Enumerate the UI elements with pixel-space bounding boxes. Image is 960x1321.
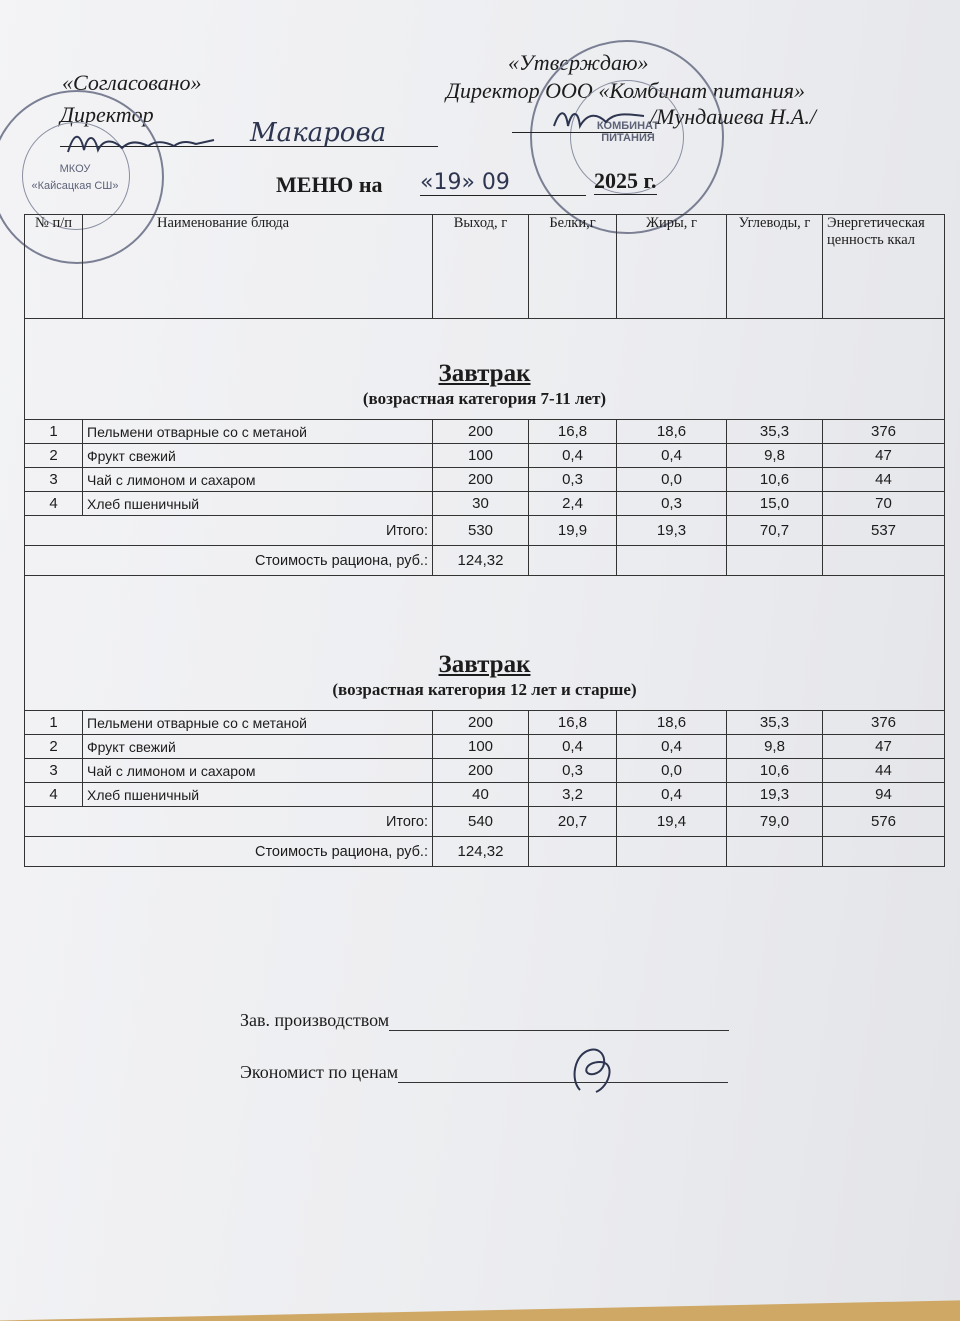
fat-value: 0,0 xyxy=(617,468,727,492)
row-number: 3 xyxy=(25,759,83,783)
carbs-value: 10,6 xyxy=(727,468,823,492)
dish-name: Чай с лимоном и сахаром xyxy=(83,759,433,783)
total-fat: 19,3 xyxy=(617,516,727,546)
col-header-energy: Энергетическая ценность ккал xyxy=(823,215,945,319)
row-number: 3 xyxy=(25,468,83,492)
col-header-dish: Наименование блюда xyxy=(83,215,433,319)
menu-title: МЕНЮ на xyxy=(276,172,383,197)
table-row xyxy=(25,759,945,783)
row-number: 4 xyxy=(25,492,83,516)
cost-value: 124,32 xyxy=(433,837,529,867)
empty-cell xyxy=(823,546,945,576)
empty-cell xyxy=(727,837,823,867)
col-header-carbs: Углеводы, г xyxy=(727,215,823,319)
table-row xyxy=(25,783,945,807)
total-energy: 576 xyxy=(823,807,945,837)
fat-value: 0,3 xyxy=(617,492,727,516)
protein-value: 3,2 xyxy=(529,783,617,807)
empty-cell xyxy=(727,546,823,576)
table-row xyxy=(25,468,945,492)
total-output: 530 xyxy=(433,516,529,546)
fat-value: 0,4 xyxy=(617,735,727,759)
energy-value: 94 xyxy=(823,783,945,807)
empty-cell xyxy=(617,837,727,867)
right-stamp-text: КОМБИНАТ ПИТАНИЯ xyxy=(596,120,660,144)
col-header-fat: Жиры, г xyxy=(617,215,727,319)
energy-value: 44 xyxy=(823,759,945,783)
section-header-cell xyxy=(25,319,945,420)
empty-cell xyxy=(529,837,617,867)
carbs-value: 35,3 xyxy=(727,711,823,735)
row-number: 2 xyxy=(25,735,83,759)
table-header-row xyxy=(25,215,945,319)
dish-name: Чай с лимоном и сахаром xyxy=(83,468,433,492)
protein-value: 2,4 xyxy=(529,492,617,516)
fat-value: 0,0 xyxy=(617,759,727,783)
dish-name: Хлеб пшеничный xyxy=(83,492,433,516)
section-header-cell xyxy=(25,576,945,711)
cost-value: 124,32 xyxy=(433,546,529,576)
total-label: Итого: xyxy=(25,516,433,546)
agreed-name-line xyxy=(238,146,438,147)
output-value: 200 xyxy=(433,711,529,735)
protein-value: 16,8 xyxy=(529,420,617,444)
col-header-output: Выход, г xyxy=(433,215,529,319)
total-carbs: 79,0 xyxy=(727,807,823,837)
cost-label: Стоимость рациона, руб.: xyxy=(25,837,433,867)
carbs-value: 19,3 xyxy=(727,783,823,807)
col-header-protein: Белки,г xyxy=(529,215,617,319)
section-header-row xyxy=(25,576,945,711)
energy-value: 376 xyxy=(823,420,945,444)
output-value: 200 xyxy=(433,420,529,444)
approve-role: Директор ООО «Комбинат питания» xyxy=(446,78,805,103)
output-value: 100 xyxy=(433,444,529,468)
total-row xyxy=(25,807,945,837)
table-row xyxy=(25,735,945,759)
output-value: 200 xyxy=(433,759,529,783)
protein-value: 0,3 xyxy=(529,759,617,783)
section-header-row xyxy=(25,319,945,420)
carbs-value: 9,8 xyxy=(727,444,823,468)
agreed-role: Директор xyxy=(60,102,154,127)
production-signature-row xyxy=(240,1010,729,1031)
total-output: 540 xyxy=(433,807,529,837)
output-value: 30 xyxy=(433,492,529,516)
protein-value: 0,4 xyxy=(529,735,617,759)
output-value: 100 xyxy=(433,735,529,759)
economist-label: Экономист по ценам xyxy=(240,1062,399,1082)
total-protein: 19,9 xyxy=(529,516,617,546)
row-number: 4 xyxy=(25,783,83,807)
approve-name: /Мундашева Н.А./ xyxy=(650,104,816,129)
fat-value: 18,6 xyxy=(617,711,727,735)
energy-value: 70 xyxy=(823,492,945,516)
dish-name: Хлеб пшеничный xyxy=(83,783,433,807)
energy-value: 44 xyxy=(823,468,945,492)
protein-value: 16,8 xyxy=(529,711,617,735)
output-value: 40 xyxy=(433,783,529,807)
table-row xyxy=(25,711,945,735)
energy-value: 47 xyxy=(823,444,945,468)
col-header-number: № п/п xyxy=(25,215,83,319)
total-fat: 19,4 xyxy=(617,807,727,837)
approve-signature xyxy=(548,100,658,140)
fat-value: 0,4 xyxy=(617,783,727,807)
energy-value: 47 xyxy=(823,735,945,759)
section-title: Завтрак xyxy=(438,651,531,678)
row-number: 2 xyxy=(25,444,83,468)
economist-signature-row xyxy=(240,1062,728,1083)
empty-cell xyxy=(529,546,617,576)
dish-name: Фрукт свежий xyxy=(83,735,433,759)
menu-table xyxy=(24,214,945,867)
menu-year: 2025 г. xyxy=(594,168,657,193)
total-row xyxy=(25,516,945,546)
energy-value: 376 xyxy=(823,711,945,735)
protein-value: 0,4 xyxy=(529,444,617,468)
cost-row xyxy=(25,837,945,867)
row-number: 1 xyxy=(25,711,83,735)
total-carbs: 70,7 xyxy=(727,516,823,546)
dish-name: Пельмени отварные со с метаной xyxy=(83,711,433,735)
carbs-value: 15,0 xyxy=(727,492,823,516)
section-title: Завтрак xyxy=(438,360,531,387)
dish-name: Фрукт свежий xyxy=(83,444,433,468)
row-number: 1 xyxy=(25,420,83,444)
fat-value: 0,4 xyxy=(617,444,727,468)
cost-label: Стоимость рациона, руб.: xyxy=(25,546,433,576)
agreed-name: Макарова xyxy=(250,118,387,148)
approve-label: «Утверждаю» xyxy=(508,50,649,75)
carbs-value: 10,6 xyxy=(727,759,823,783)
agreed-label: «Согласовано» xyxy=(62,70,202,95)
carbs-value: 9,8 xyxy=(727,735,823,759)
table-row xyxy=(25,444,945,468)
empty-cell xyxy=(823,837,945,867)
carbs-value: 35,3 xyxy=(727,420,823,444)
left-stamp-line1: МКОУ xyxy=(59,163,91,175)
dish-name: Пельмени отварные со с метаной xyxy=(83,420,433,444)
empty-cell xyxy=(617,546,727,576)
left-stamp-line2: «Кайсацкая СШ» xyxy=(31,180,119,192)
total-protein: 20,7 xyxy=(529,807,617,837)
fat-value: 18,6 xyxy=(617,420,727,444)
agreed-signature xyxy=(64,122,234,162)
menu-date: «19» 09 xyxy=(420,170,586,196)
protein-value: 0,3 xyxy=(529,468,617,492)
total-energy: 537 xyxy=(823,516,945,546)
section-subtitle: (возрастная категория 12 лет и старше) xyxy=(332,680,637,699)
production-signature-line xyxy=(389,1012,729,1031)
table-row xyxy=(25,492,945,516)
output-value: 200 xyxy=(433,468,529,492)
production-label: Зав. производством xyxy=(240,1010,390,1030)
section-subtitle: (возрастная категория 7-11 лет) xyxy=(362,389,607,408)
cost-row xyxy=(25,546,945,576)
economist-signature xyxy=(560,1040,640,1100)
total-label: Итого: xyxy=(25,807,433,837)
table-row xyxy=(25,420,945,444)
